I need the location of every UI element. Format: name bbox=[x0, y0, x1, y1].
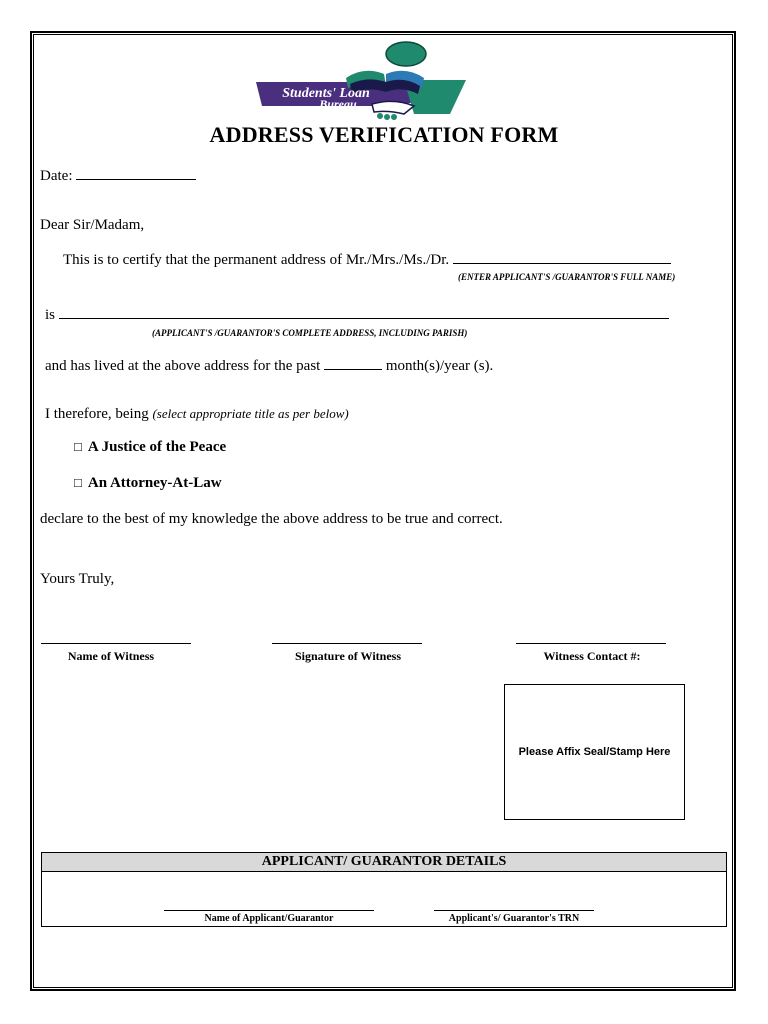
lived-suffix: month(s)/year (s). bbox=[385, 358, 494, 374]
option-attorney-label: An Attorney-At-Law bbox=[87, 475, 222, 491]
certify-row bbox=[63, 251, 671, 269]
therefore-row bbox=[45, 406, 349, 423]
logo-text-line2: Bureau bbox=[319, 97, 357, 111]
applicant-name-line[interactable] bbox=[164, 910, 374, 911]
therefore-hint: (select appropriate title as per below) bbox=[152, 406, 349, 421]
date-row bbox=[40, 167, 196, 185]
address-blank[interactable] bbox=[59, 306, 669, 319]
salutation: Dear Sir/Madam, bbox=[40, 217, 145, 233]
date-blank[interactable] bbox=[76, 167, 196, 180]
witness-name-line[interactable] bbox=[41, 643, 191, 644]
seal-stamp-box bbox=[504, 684, 685, 820]
lived-row bbox=[45, 357, 493, 375]
therefore-prefix: I therefore, being bbox=[45, 406, 149, 422]
applicant-trn-label: Applicant's/ Guarantor's TRN bbox=[448, 913, 580, 924]
duration-blank[interactable] bbox=[324, 357, 382, 370]
witness-signature-label: Signature of Witness bbox=[294, 649, 402, 663]
address-row bbox=[45, 306, 669, 324]
applicant-trn-line[interactable] bbox=[434, 910, 594, 911]
option-attorney-at-law[interactable] bbox=[74, 475, 222, 492]
logo-text-line1: Students' Loan bbox=[282, 86, 370, 101]
details-header: APPLICANT/ GUARANTOR DETAILS bbox=[42, 853, 726, 872]
witness-contact-line[interactable] bbox=[516, 643, 666, 644]
declaration-text: declare to the best of my knowledge the above address to be true and correct. bbox=[40, 511, 503, 527]
form-title: ADDRESS VERIFICATION FORM bbox=[209, 122, 559, 147]
witness-contact-label: Witness Contact #: bbox=[543, 649, 641, 663]
name-hint: (ENTER APPLICANT'S /GUARANTOR'S FULL NAME) bbox=[458, 272, 676, 282]
applicant-name-label: Name of Applicant/Guarantor bbox=[204, 913, 334, 924]
date-label: Date: bbox=[40, 168, 73, 184]
stamp-text: Please Affix Seal/Stamp Here bbox=[518, 746, 671, 758]
certify-text: This is to certify that the permanent address of Mr./Mrs./Ms./Dr. bbox=[63, 252, 450, 268]
applicant-details-section bbox=[41, 852, 727, 927]
lived-prefix: and has lived at the above address for the past bbox=[45, 358, 321, 374]
checkbox-icon[interactable]: □ bbox=[74, 475, 82, 490]
students-loan-bureau-logo bbox=[254, 40, 478, 122]
closing-text: Yours Truly, bbox=[40, 571, 115, 587]
applicant-name-blank[interactable] bbox=[453, 251, 671, 264]
option-justice-of-peace[interactable] bbox=[74, 439, 226, 456]
option-jp-label: A Justice of the Peace bbox=[87, 439, 227, 455]
witness-name-label: Name of Witness bbox=[67, 649, 155, 663]
is-label: is bbox=[45, 307, 56, 323]
checkbox-icon[interactable]: □ bbox=[74, 439, 82, 454]
witness-signature-line[interactable] bbox=[272, 643, 422, 644]
address-hint: (APPLICANT'S /GUARANTOR'S COMPLETE ADDRESS, INCLUDING PARISH) bbox=[152, 328, 468, 338]
